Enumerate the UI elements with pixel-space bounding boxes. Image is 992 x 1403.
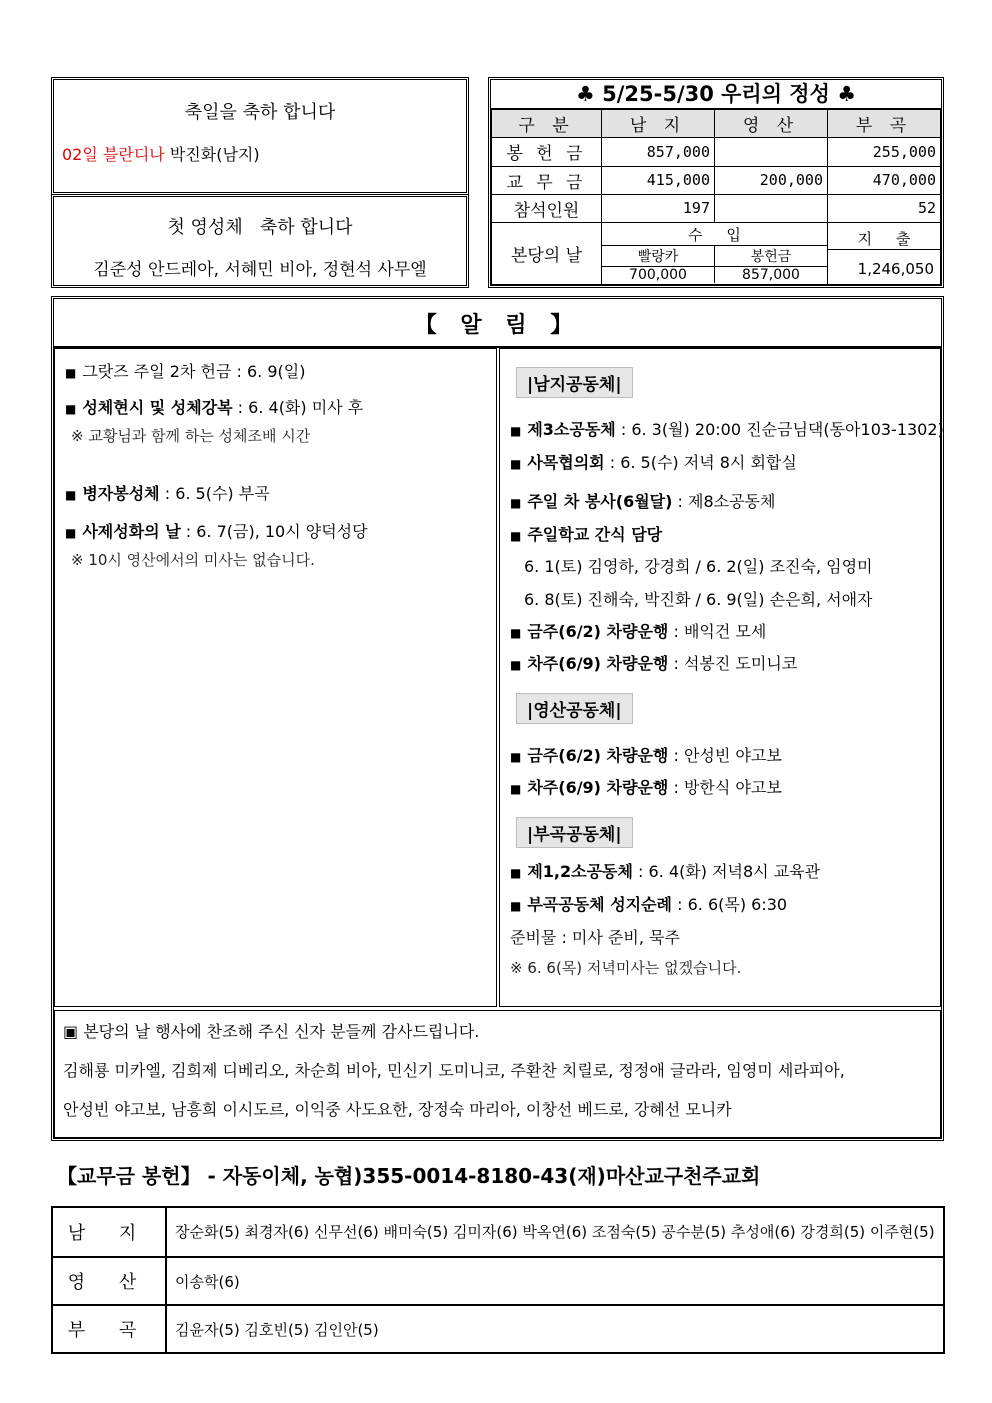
red-card-label: 빨랑카 [602,246,714,267]
namji-item: ■ 금주(6/2) 차량운행 : 배익건 모세 [510,622,767,641]
notice-text: : 6. 4(화) 저녁8시 교육관 [632,862,821,881]
communion-title: 첫 영성체 축하 합니다 [167,217,353,238]
expense-label: 지 출 [828,229,940,250]
cell-namji: 415,000 [602,166,715,194]
donation-value: 857,000 [742,266,800,283]
bugok-prep: 준비물 : 미사 준비, 묵주 [510,928,680,947]
offering-title: ♣ 5/25-5/30 우리의 정성 ♣ [491,80,941,109]
offering-header: 구 분 [492,110,602,138]
notice-bold: 사목협의회 [527,453,605,472]
bugok-item: ■ 부곡공동체 성지순례 : 6. 6(목) 6:30 [510,895,788,914]
dues-value: 김윤자(5) 김호빈(5) 김인안(5) [166,1305,944,1353]
namji-schedule: 6. 1(토) 김영하, 강경희 / 6. 2(일) 조진숙, 임영미 [524,557,873,576]
thanks-box [54,1010,941,1138]
notices-left-column [54,348,497,1007]
bugok-tag: |부곡공동체| [516,817,633,848]
donation-label: 봉헌금 [715,246,827,267]
feast-date: 02일 [62,145,98,164]
thanks-line: 김해룡 미카엘, 김희제 디베리오, 차순희 비아, 민신기 도미니코, 주환찬 치릴로, 정정애 글라라, 임영미 세라피아, [63,1061,845,1080]
offering-box [488,77,944,288]
notice-item: ■ 사제성화의 날 : 6. 7(금), 10시 양덕성당 [65,522,368,541]
dues-table [51,1206,945,1354]
notice-text: : 6. 4(화) 미사 후 [232,398,364,417]
offering-header-row [492,110,941,138]
donation [715,246,827,283]
communion-names: 김준성 안드레아, 서혜민 비아, 정현석 사무엘 [93,260,427,280]
row-label: 참석인원 [492,194,602,222]
income-breakdown [602,246,827,283]
notice-text: : 제8소공동체 [672,492,776,511]
notice-text: : 6. 5(수) 저녁 8시 회합실 [604,453,797,472]
notice-bold: 사제성화의 날 [82,522,181,541]
bugok-item: ■ 제1,2소공동체 : 6. 4(화) 저녁8시 교육관 [510,862,821,881]
red-card-value: 700,000 [629,266,687,283]
thanks-line: 안성빈 야고보, 남흥희 이시도르, 이익중 사도요한, 장정숙 마리아, 이창선 베드로, 강혜선 모니카 [63,1100,732,1119]
thanks-intro: ▣ 본당의 날 행사에 찬조해 주신 신자 분들께 감사드립니다. [63,1022,480,1041]
dues-value: 이송학(6) [166,1257,944,1305]
cell-bugok: 52 [828,194,941,222]
feast-box [51,77,469,195]
dues-value: 장순화(5) 최경자(6) 신무선(6) 배미숙(5) 김미자(6) 박옥연(6) 조점숙(5) 공수분(5) 추성애(6) 강경희(5) 이주현(5) [166,1207,944,1257]
notice-bold: 금주(6/2) 차량운행 [527,622,669,641]
offering-header: 부 곡 [828,110,941,138]
notice-text: : 방한식 야고보 [668,778,782,797]
yeongsan-tag: |영산공동체| [516,693,633,724]
notice-bold: 차주(6/9) 차량운행 [527,778,669,797]
notice-text: 그랏즈 주일 2차 헌금 : 6. 9(일) [82,362,306,381]
cell-namji: 197 [602,194,715,222]
namji-schedule: 6. 8(토) 진해숙, 박진화 / 6. 9(일) 손은희, 서애자 [524,590,873,609]
notice-bold: 성체현시 및 성체강복 [82,398,233,417]
notice-text: : 석봉진 도미니코 [668,654,798,673]
offering-header: 영 산 [715,110,828,138]
notices-right-column [499,348,944,1007]
notice-text: : 안성빈 야고보 [668,746,782,765]
dues-row [52,1305,944,1353]
offering-row [492,166,941,194]
notice-bold: 부곡공동체 성지순례 [527,895,673,914]
communion-box [51,194,469,288]
notices-title: 【 알 림 】 [414,313,581,338]
namji-item: ■ 차주(6/9) 차량운행 : 석봉진 도미니코 [510,654,798,673]
dues-key: 남 지 [52,1207,166,1257]
dues-row [52,1207,944,1257]
namji-item: ■ 주일학교 간식 담당 [510,525,663,544]
cell-yeongsan [715,194,828,222]
cell-yeongsan [715,138,828,166]
feast-saint: 블란디나 [102,145,165,164]
row-label: 봉 헌 금 [492,138,602,166]
notice-text: : 6. 7(금), 10시 양덕성당 [180,522,368,541]
feast-day-label: 본당의 날 [492,223,602,285]
notice-text: : 6. 3(월) 20:00 진순금님댁(동아103-1302) [615,420,944,439]
red-card [602,246,715,283]
bugok-note: ※ 6. 6(목) 저녁미사는 없겠습니다. [510,959,742,977]
dues-row [52,1257,944,1305]
notice-bold: 주일 차 봉사(6월달) [527,492,673,511]
yeongsan-item: ■ 차주(6/9) 차량운행 : 방한식 야고보 [510,778,782,797]
offering-row [492,138,941,166]
notice-bold: 제1,2소공동체 [527,862,633,881]
feast-person: 박진화(남지) [169,145,260,164]
notice-bold: 제3소공동체 [527,420,616,439]
notice-note: ※ 교황님과 함께 하는 성체조배 시간 [71,427,311,445]
notice-item: ■ 병자봉성체 : 6. 5(수) 부곡 [65,484,270,503]
notice-bold: 차주(6/9) 차량운행 [527,654,669,673]
cell-bugok: 255,000 [828,138,941,166]
namji-item: ■ 제3소공동체 : 6. 3(월) 20:00 진순금님댁(동아103-1302) [510,420,944,439]
notice-text: : 6. 5(수) 부곡 [159,484,270,503]
namji-item: ■ 주일 차 봉사(6월달) : 제8소공동체 [510,492,776,511]
offering-table [491,109,941,285]
cell-namji: 857,000 [602,138,715,166]
dues-heading: 【교무금 봉헌】 - 자동이체, 농협)355-0014-8180-43(재)마산교구천주교회 [57,1164,761,1188]
income-label: 수 입 [602,225,827,246]
expense-cell [828,223,941,285]
notice-note: ※ 10시 영산에서의 미사는 없습니다. [71,551,315,569]
dues-key: 영 산 [52,1257,166,1305]
namji-tag: |남지공동체| [516,367,633,398]
feast-title: 축일을 축하 합니다 [184,102,336,123]
notice-text: : 배익건 모세 [668,622,767,641]
notice-text: : 6. 6(목) 6:30 [672,895,788,914]
notice-item: ■ 그랏즈 주일 2차 헌금 : 6. 9(일) [65,362,306,381]
feast-entry [62,142,466,165]
feast-day-row [492,223,941,285]
namji-item: ■ 사목협의회 : 6. 5(수) 저녁 8시 회합실 [510,453,797,472]
yeongsan-item: ■ 금주(6/2) 차량운행 : 안성빈 야고보 [510,746,782,765]
offering-header: 남 지 [602,110,715,138]
offering-row [492,194,941,222]
cell-yeongsan: 200,000 [715,166,828,194]
income-cell [602,223,828,285]
notice-bold: 주일학교 간식 담당 [527,525,663,544]
expense-value: 1,246,050 [857,260,934,279]
notice-bold: 금주(6/2) 차량운행 [527,746,669,765]
notice-item: ■ 성체현시 및 성체강복 : 6. 4(화) 미사 후 [65,398,364,417]
row-label: 교 무 금 [492,166,602,194]
notice-bold: 병자봉성체 [82,484,160,503]
dues-key: 부 곡 [52,1305,166,1353]
cell-bugok: 470,000 [828,166,941,194]
dues-table-wrap [51,1206,945,1354]
